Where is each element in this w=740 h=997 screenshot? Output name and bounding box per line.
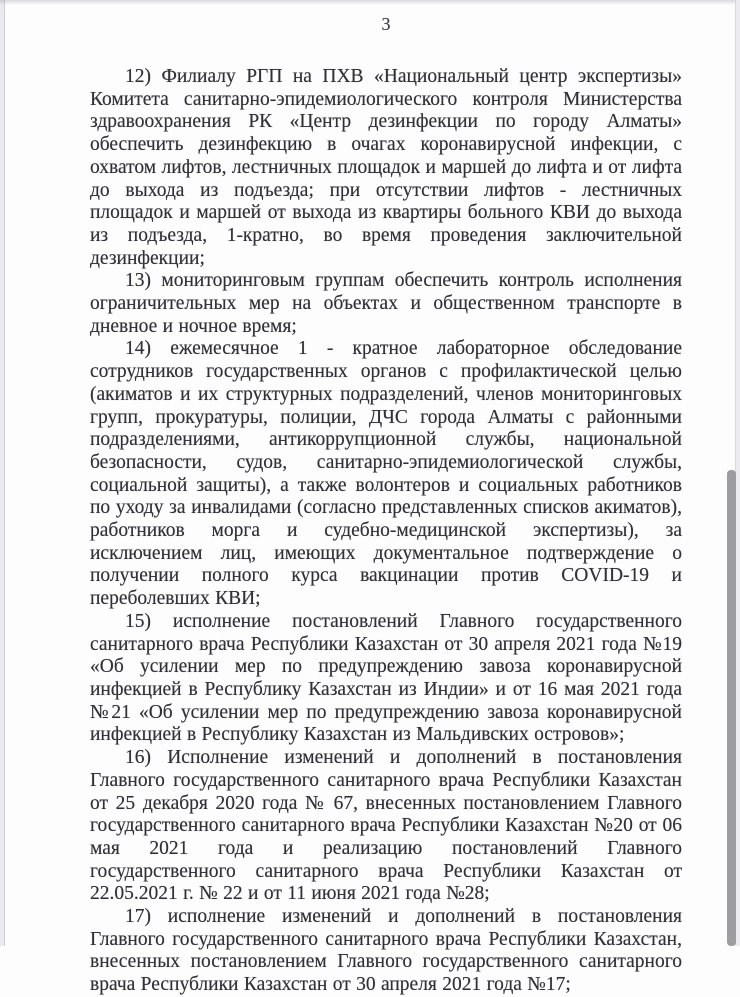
paragraph-12: 12) Филиалу РГП на ПХВ «Национальный центр экспертизы» Комитета санитарно-эпидемиологического контроля Министерства здравоохранения РК «Центр дезинфекции по городу Алматы» обеспечить дезинфекцию в очагах коронавирусной инфекции, с охватом лифтов, лестничных площадок и маршей до лифта и от лифта до выхода из подъезда; при отсутствии лифтов - лестничных площадок и маршей от выхода из квартиры больного КВИ до выхода из подъезда, 1-кратно, во время проведения заключительной дезинфекции; bbox=[90, 66, 682, 269]
page-top-shadow bbox=[0, 0, 740, 5]
paragraph-15: 15) исполнение постановлений Главного государственного санитарного врача Республики Казахстан от 30 апреля 2021 года №19 «Об усилении мер по предупреждению завоза коронавирусной инфекцией в Республику Казахстан из Индии» и от 16 мая 2021 года №21 «Об усилении мер по предупреждению завоза коронавирусной инфекцией в Республику Казахстан из Мальдивских островов»; bbox=[90, 610, 682, 746]
paragraph-14: 14) ежемесячное 1 - кратное лабораторное обследование сотрудников государственных органов с профилактической целью (акиматов и их структурных подразделений, членов мониторинговых групп, прокуратуры, полиции, ДЧС города Алматы с районными подразделениями, антикоррупционной службы, национальной безопасности, судов, санитарно-эпидемиологической службы, социальной защиты), а также волонтеров и социальных работников по уходу за инвалидами (согласно представленных списков акиматов), работников морга и судебно-медицинской экспертизы), за исключением лиц, имеющих документальное подтверждение о получении полного курса вакцинации против COVID-19 и переболевших КВИ; bbox=[90, 338, 682, 610]
document-body bbox=[90, 66, 682, 997]
paragraph-13: 13) мониторинговым группам обеспечить контроль исполнения ограничительных мер на объектах и общественном транспорте в дневное и ночное время; bbox=[90, 270, 682, 337]
scrollbar-thumb[interactable] bbox=[727, 470, 736, 946]
page-number: 3 bbox=[381, 14, 391, 34]
paragraph-17: 17) исполнение изменений и дополнений в постановления Главного государственного санитарного врача Республики Казахстан, внесенных постановлением Главного государственного санитарного врача Республики Казахстан от 30 апреля 2021 года №17; bbox=[90, 906, 682, 996]
paragraph-16: 16) Исполнение изменений и дополнений в постановления Главного государственного санитарного врача Республики Казахстан от 25 декабря 2020 года № 67, внесенных постановлением Главного государственного санитарного врача Республики Казахстан №20 от 06 мая 2021 года и реализацию постановлений Главного государственного санитарного врача Республики Казахстан от 22.05.2021 г. № 22 и от 11 июня 2021 года №28; bbox=[90, 747, 682, 905]
page-left-edge bbox=[0, 0, 5, 946]
